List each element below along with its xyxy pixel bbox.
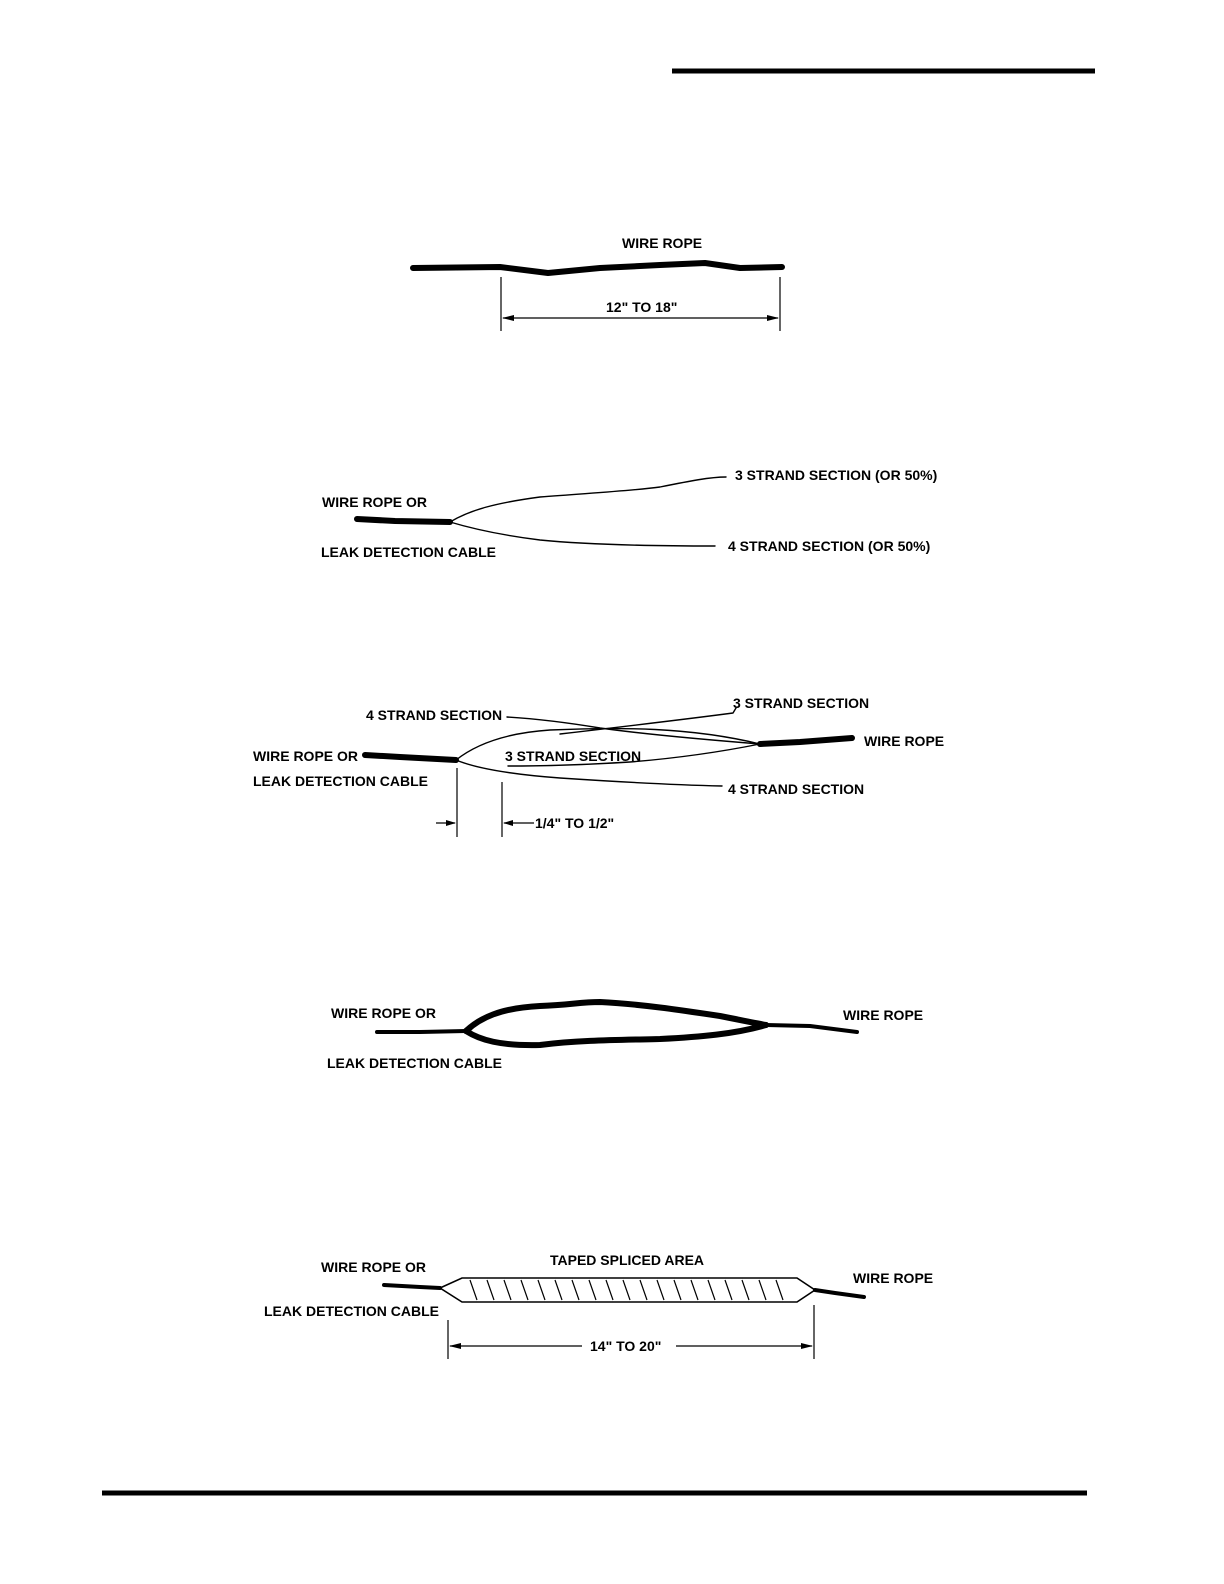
step3-source-label-1: WIRE ROPE OR bbox=[253, 748, 359, 764]
step5-taped-splice bbox=[264, 1252, 933, 1359]
step5-source-label-2: LEAK DETECTION CABLE bbox=[264, 1303, 439, 1319]
step3-wire-rope-label: WIRE ROPE bbox=[864, 733, 945, 749]
step2-unlay-strands bbox=[321, 467, 937, 560]
step5-arrow-left bbox=[449, 1343, 461, 1349]
step1-wire-rope bbox=[413, 263, 782, 273]
step3-interlace-strands bbox=[253, 695, 944, 837]
tape-hatch-line bbox=[776, 1280, 783, 1300]
step4-wire-rope-label: WIRE ROPE bbox=[843, 1007, 924, 1023]
step4-source-label-2: LEAK DETECTION CABLE bbox=[327, 1055, 502, 1071]
step5-arrow-right bbox=[801, 1343, 813, 1349]
step1-arrow-left bbox=[502, 315, 514, 321]
step2-four-strand-label: 4 STRAND SECTION (OR 50%) bbox=[728, 538, 931, 554]
step1-dimension-label: 12" TO 18" bbox=[606, 299, 678, 315]
step4-source-label-1: WIRE ROPE OR bbox=[331, 1005, 437, 1021]
tape-hatch-line bbox=[504, 1280, 511, 1300]
tape-hatch-line bbox=[555, 1280, 562, 1300]
step5-wire-rope bbox=[815, 1290, 864, 1297]
step1-arrow-right bbox=[767, 315, 779, 321]
step2-source-cable bbox=[357, 519, 450, 522]
tape-hatch-line bbox=[538, 1280, 545, 1300]
step2-four-strand bbox=[450, 522, 715, 546]
step2-source-label-1: WIRE ROPE OR bbox=[322, 494, 428, 510]
tape-hatch-line bbox=[657, 1280, 664, 1300]
tape-hatch-line bbox=[708, 1280, 715, 1300]
step5-dimension-label: 14" TO 20" bbox=[590, 1338, 662, 1354]
step3-rope-three-strand-top bbox=[560, 708, 736, 734]
step4-lower-strand bbox=[466, 1025, 766, 1045]
tape-hatch-line bbox=[589, 1280, 596, 1300]
tape-hatch-line bbox=[623, 1280, 630, 1300]
step3-four-strand-top-label: 4 STRAND SECTION bbox=[366, 707, 503, 723]
step3-three-strand-top-label: 3 STRAND SECTION bbox=[733, 695, 870, 711]
step1-wire-rope-measure bbox=[413, 235, 782, 331]
step3-source-label-2: LEAK DETECTION CABLE bbox=[253, 773, 428, 789]
step3-three-strand-mid-label: 3 STRAND SECTION bbox=[505, 748, 642, 764]
step5-taped-area bbox=[440, 1278, 815, 1302]
step3-arrow-left bbox=[446, 820, 456, 826]
step4-source-cable bbox=[377, 1031, 466, 1032]
tape-hatch-line bbox=[487, 1280, 494, 1300]
tape-hatch-line bbox=[470, 1280, 477, 1300]
step2-three-strand bbox=[450, 477, 726, 522]
step5-source-cable bbox=[384, 1285, 440, 1288]
tape-hatch-line bbox=[606, 1280, 613, 1300]
step5-tape-hatching bbox=[470, 1280, 783, 1300]
step4-wire-rope bbox=[766, 1025, 857, 1032]
step5-source-label-1: WIRE ROPE OR bbox=[321, 1259, 427, 1275]
tape-hatch-line bbox=[521, 1280, 528, 1300]
step3-arrow-right bbox=[503, 820, 513, 826]
tape-hatch-line bbox=[674, 1280, 681, 1300]
step4-upper-strand bbox=[466, 1002, 766, 1031]
step1-wire-rope-label: WIRE ROPE bbox=[622, 235, 703, 251]
step5-taped-area-label: TAPED SPLICED AREA bbox=[550, 1252, 705, 1268]
tape-hatch-line bbox=[725, 1280, 732, 1300]
step3-dimension-label: 1/4" TO 1/2" bbox=[535, 815, 615, 831]
tape-hatch-line bbox=[640, 1280, 647, 1300]
step3-source-cable bbox=[365, 755, 456, 760]
step3-wire-rope bbox=[760, 738, 852, 744]
tape-hatch-line bbox=[742, 1280, 749, 1300]
step3-four-strand-bottom-label: 4 STRAND SECTION bbox=[728, 781, 865, 797]
step5-wire-rope-label: WIRE ROPE bbox=[853, 1270, 934, 1286]
step2-source-label-2: LEAK DETECTION CABLE bbox=[321, 544, 496, 560]
tape-hatch-line bbox=[572, 1280, 579, 1300]
tape-hatch-line bbox=[759, 1280, 766, 1300]
tape-hatch-line bbox=[691, 1280, 698, 1300]
step4-twisted-splice bbox=[327, 1002, 923, 1071]
step2-three-strand-label: 3 STRAND SECTION (OR 50%) bbox=[735, 467, 938, 483]
